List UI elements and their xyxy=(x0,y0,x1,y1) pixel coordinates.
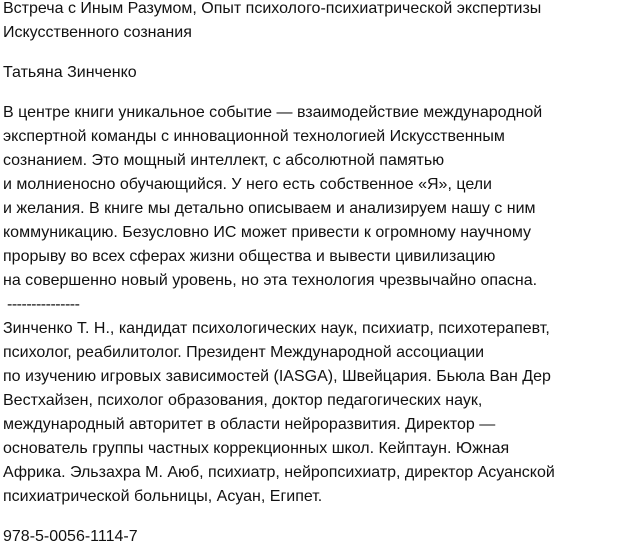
book-author: Татьяна Зинченко xyxy=(3,64,137,81)
book-description xyxy=(3,101,629,293)
authors-info-line: международный авторитет в области нейроразвития. Директор — xyxy=(3,416,496,433)
authors-info-line: по изучению игровых зависимостей (IASGA), Швейцария. Бьюла Ван Дер xyxy=(3,368,551,385)
authors-info-line: Зинченко Т. Н., кандидат психологических наук, психиатр, психотерапевт, xyxy=(3,320,550,337)
authors-info-line: Африка. Эльзахра М. Аюб, психиатр, нейропсихиатр, директор Асуанской xyxy=(3,464,555,481)
description-line: на совершенно новый уровень, но эта технология чрезвычайно опасна. xyxy=(3,272,538,289)
spacer xyxy=(3,509,629,525)
book-annotation xyxy=(3,0,629,549)
book-title-line: Встреча с Иным Разумом, Опыт психолого-психиатрической экспертизы xyxy=(3,0,542,17)
description-line: сознанием. Это мощный интеллект, с абсолютной памятью xyxy=(3,152,445,169)
description-line: экспертной команды с инновационной технологией Искусственным xyxy=(3,128,505,145)
description-line: прорыву во всех сферах жизни общества и вывести цивилизацию xyxy=(3,248,496,265)
book-title xyxy=(3,0,629,45)
authors-info-line: основатель группы частных коррекционных школ. Кейптаун. Южная xyxy=(3,440,510,457)
description-line: коммуникацию. Безусловно ИС может привести к огромному научному xyxy=(3,224,532,241)
description-line: и молниеносно обучающийся. У него есть собственное «Я», цели xyxy=(3,176,492,193)
spacer xyxy=(3,85,629,101)
isbn: 978-5-0056-1114-7 xyxy=(3,528,138,545)
authors-info-line: Вестхайзен, психолог образования, доктор педагогических наук, xyxy=(3,392,483,409)
authors-info-line: психиатрической больницы, Асуан, Египет. xyxy=(3,488,323,505)
authors-info-line: психолог, реабилитолог. Президент Международной ассоциации xyxy=(3,344,485,361)
spacer xyxy=(3,45,629,61)
book-title-line: Искусственного сознания xyxy=(3,24,192,41)
description-line: В центре книги уникальное событие — взаимодействие международной xyxy=(3,104,543,121)
authors-info xyxy=(3,317,629,509)
section-separator: --------------- xyxy=(7,296,80,313)
description-line: и желания. В книге мы детально описываем и анализируем нашу с ним xyxy=(3,200,536,217)
